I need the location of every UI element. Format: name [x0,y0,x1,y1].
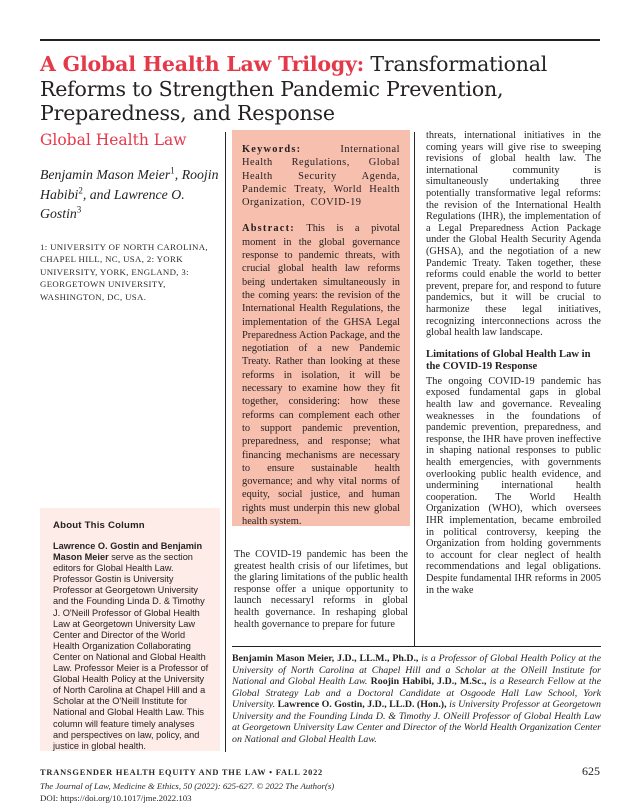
abstract-paragraph [242,222,400,526]
bio-author-name: Roojin Habibi, J.D., M.Sc., [370,676,487,687]
bio-author-text: is a Research Fellow at the Global Strategy Lab and a Doctoral Candidate at Osgoode Hall Law School, York University. [232,676,601,710]
keywords-text: International Health Regulations, Global Health Security Agenda, Pandemic Treaty, World Health Organization, COVID-19 [242,144,400,209]
column-divider-left [225,132,226,752]
bio-author-text: is University Professor at Georgetown University and the Founding Linda D. & Timothy J. ONeill Professor of Global Health Law at Georgetown University Law Center and Director of the World Health Organization Center on National and Global Health Law. [232,699,601,745]
bio-author-name: Benjamin Mason Meier, J.D., LL.M., Ph.D., [232,653,419,664]
right-column [426,130,601,646]
middle-column [232,130,410,646]
doi-link[interactable]: DOI: https://doi.org/10.1017/jme.2022.103 [40,793,192,803]
running-head: TRANSGENDER HEALTH EQUITY AND THE LAW • FALL 2022 [40,768,324,777]
section-heading-limitations: Limitations of Global Health Law in the COVID-19 Response [426,348,591,373]
about-column-text [53,541,209,751]
article-title [40,52,602,126]
author-separator: , [174,167,182,182]
about-column-body: serve as the section editors for Global Health Law. Professor Gostin is University Professor at Georgetown University and the Founding Linda D. & Timothy J. O'Neill Professor of Global Health Law at Georgetown University Law Center and Director of the World Health Organization Collaborating Center on National and Global Health Law. Professor Meier is a Professor of Global Health Policy at the University of North Carolina at Chapel Hill and a Scholar at the O'Neill Institute for National and Global Health Law. This column will feature timely analyses and perspectives on law, policy, and justice in global health. [53,552,209,751]
author-names [40,165,220,224]
abstract-text: This is a pivotal moment in the global governance response to pandemic threats, with crucial global health law reforms being undertaken simultaneously in the coming years: the revision of the International Health Regulations, the implementation of the GHSA Legal Preparedness Action Package, and the negotiation of a new Pandemic Treaty. Rather than looking at these reforms in isolation, it will be necessary to examine how they fit together, considering: how these reforms can complement each other to support pandemic prevention, preparedness, and response; what financing mechanisms are necessary to ensure sustainable health governance; and why vital norms of equity, social justice, and human rights must underpin this new global health system. [242,223,400,526]
article-title-main: Transformational Reforms to Strengthen Pandemic Prevention, Preparedness, and Response [40,52,548,125]
about-column-title: About This Column [53,520,145,531]
journal-citation: The Journal of Law, Medicine & Ethics, 50 (2022): 625-627. © 2022 The Author(s) [40,781,335,791]
author-name: Roojin Habibi [40,167,219,202]
keywords-paragraph [242,143,400,209]
author-footnote-marker: 2 [78,184,83,195]
body-paragraph-continued: threats, international initiatives in the coming years will give rise to sweeping revisions of global health law. The international community is simultaneously undertaking three potentially transformative legal reforms: the revision of the International Health Regulations (IHR), the implementation of a Legal Preparedness Action Package under the Global Health Security Agenda (GHSA), and the negotiation of a new Pandemic Treaty. Taken together, these reforms could enable the world to better prevent, prepare for, and respond to future pandemics, but it will be crucial to harmonize these legal initiatives, recognizing interconnections across the global health law landscape. [426,130,601,339]
bio-author-name: Lawrence O. Gostin, J.D., LL.D. (Hon.), [277,699,447,710]
page-number: 625 [582,764,600,778]
top-rule [40,39,600,41]
author-affiliations: 1: UNIVERSITY OF NORTH CAROLINA, CHAPEL HILL, NC, USA, 2: YORK UNIVERSITY, YORK, ENGLAND, 3: GEORGETOWN UNIVERSITY, WASHINGTON, DC, USA. [40,241,208,302]
left-column [40,131,220,756]
author-separator: , and [82,186,114,202]
author-bios [232,646,601,745]
column-section-title: Global Health Law [40,131,187,149]
body-paragraph-intro: The COVID-19 pandemic has been the greatest health crisis of our lifetimes, but the glaring limitations of the public health response offer a unique opportunity to launch necessaryl reforms in global health governance. In reshaping global health governance to prepare for future [234,549,408,630]
abstract-label: Abstract: [242,223,295,235]
author-footnote-marker: 3 [76,204,82,215]
article-title-series: A Global Health Law Trilogy: [40,52,365,76]
about-column-editors: Lawrence O. Gostin and Benjamin Mason Meier [53,541,203,563]
about-column-box [40,508,220,751]
author-name: Lawrence O. Gostin [40,186,185,221]
column-divider-right [414,132,415,646]
body-paragraph-limitations: The ongoing COVID-19 pandemic has exposed fundamental gaps in global health law and governance. Revealing weaknesses in the foundations of pandemic prevention, preparedness, and response, the IHR have proven ineffective in shaping national responses to public health emergencies, with governments overlooking public health evidence, and undermining international health cooperation. The World Health Organization (WHO), which oversees IHR implementation, became embroiled in political controversy, keeping the Organization from holding governments to account for clear neglect of health recommendations and legal obligations. Despite fundamental IHR reforms in 2005 in the wake [426,375,601,596]
footer-row [40,764,600,779]
author-name: Benjamin Mason Meier [40,167,171,182]
author-footnote-marker: 1 [170,165,175,176]
keywords-label: Keywords: [242,144,302,155]
bio-author-text: is a Professor of Global Health Policy at the University of North Carolina at Chapel Hill and a Scholar at the ONeill Institute for National and Global Health Law. [232,653,601,687]
abstract-box [232,130,410,526]
